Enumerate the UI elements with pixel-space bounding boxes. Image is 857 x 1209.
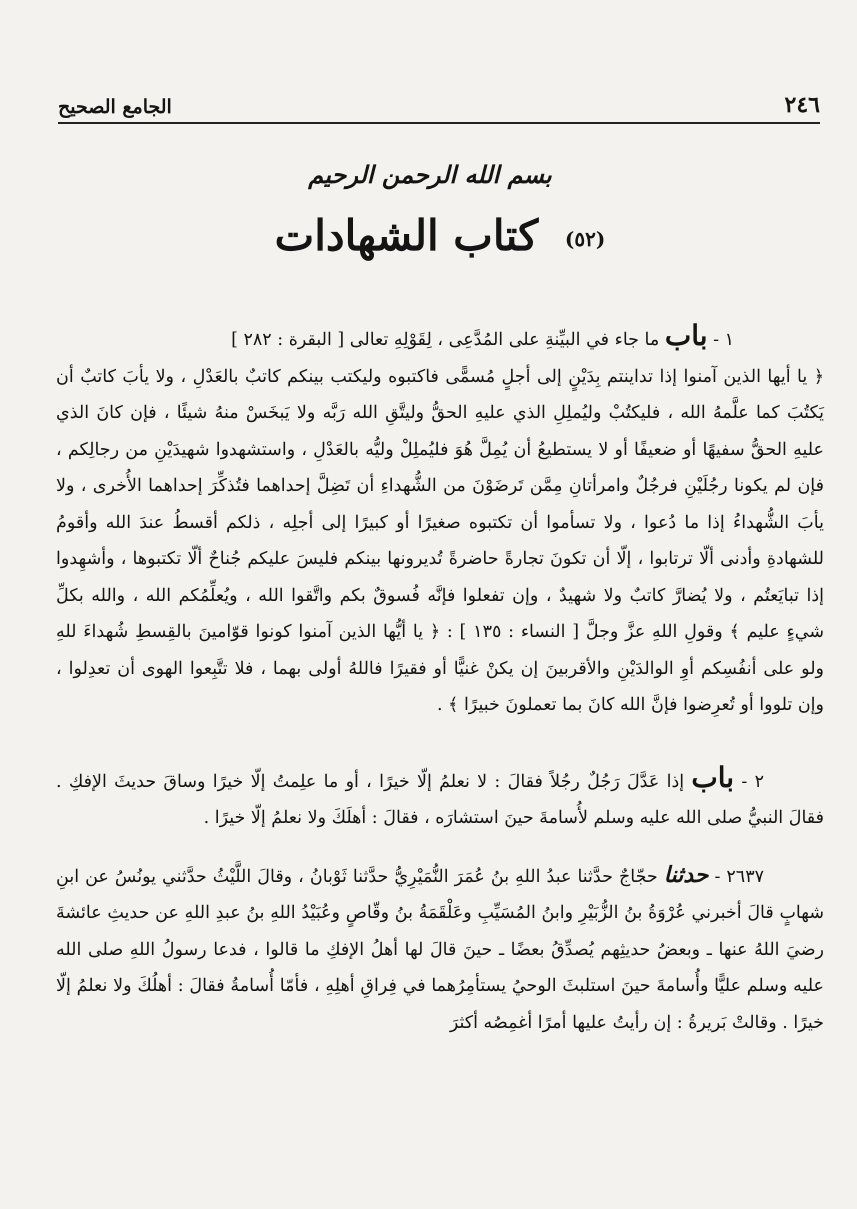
- basmala: بسم الله الرحمن الرحيم: [308, 160, 552, 189]
- section-2-bab-label: باب: [691, 760, 735, 794]
- spacer: [56, 724, 824, 760]
- section-2-number: ٢ -: [741, 771, 764, 792]
- page-header: [58, 78, 820, 124]
- running-book-title: الجامع الصحيح: [58, 96, 172, 118]
- section-2: [56, 760, 824, 837]
- section-1-bab-label: باب: [664, 319, 708, 352]
- section-1-verses: ﴿ يا أيها الذين آمنوا إذا تداينتم بِدَيْنٍ إلى أجلٍ مُسمًّى فاكتبوه وليكتب بينكم كاتبٌ بالعَدْلِ ، ولا يأبَ كاتبٌ أن يَكتُبَ كما علَّمهُ الله ، فليكتُبْ وليُملِلِ الذي عليهِ الحقُّ وليتَّقِ الله رَبَّه ولا يَبخَسْ منهُ شيئًا ، فإن كانَ الذي عليهِ الحقُّ سفيهًا أو ضعيفًا أو لا يستطيعُ أن يُمِلَّ هُوَ فليُملِلْ وليُّه بالعَدْلِ ، واستشهدوا شهيدَيْنِ من رجالِكم ، فإن لم يكونا رجُلَيْنِ فرجُلٌ وامرأتانِ مِمَّن تَرضَوْنَ من الشُّهداءِ أن تَضِلَّ إحداهما فتُذكِّرَ إحداهما الأُخرى ، ولا يأبَ الشُّهداءُ إذا ما دُعوا ، ولا تسأموا أن تكتبوه صغيرًا أو كبيرًا إلى أجلِه ، ذلكم أقسطُ عندَ الله وأقومُ للشهادةِ وأدنى ألّا ترتابوا ، إلّا أن تكونَ تجارةً حاضرةً تُديرونها بينكم فليسَ عليكم جُناحٌ ألّا تكتبوها ، وأشهِدوا إذا تبايَعتُم ، ولا يُضارَّ كاتبٌ ولا شهيدٌ ، وإن تفعلوا فإنَّه فُسوقٌ بكم واتَّقوا الله ، ويُعلِّمُكم الله ، والله بكلِّ شيءٍ عليم ﴾ وقولِ اللهِ عزَّ وجلَّ [ النساء : ١٣٥ ] : ﴿ يا أيُّها الذين آمنوا كونوا قوّامينَ بالقِسطِ شُهداءَ للهِ ولو على أنفُسِكم أوِ الوالدَيْنِ والأقربينَ إن يكنْ غنيًّا أو فقيرًا فاللهُ أولى بهما ، فلا تتَّبِعوا الهوى أن تعدِلوا ، وإن تلووا أو تُعرِضوا فإنَّ الله كانَ بما تعملونَ خبيرًا ﴾ .: [56, 366, 824, 715]
- spacer: [56, 837, 824, 857]
- chapter-number: (٥٢): [564, 227, 606, 251]
- hadith-body: حجّاجٌ حدَّثنا عبدُ اللهِ بنُ عُمَرَ النُّمَيْرِيُّ حدَّثنا ثَوْبانُ ، وقالَ اللَّيْثُ حدَّثني يونُسُ عن ابنِ شهابٍ قالَ أخبرني عُرْوَةُ بنُ الزُّبَيْرِ وابنُ المُسَيِّبِ وعَلْقَمَةُ بنُ وقّاصٍ وعُبَيْدُ اللهِ بنُ عبدِ اللهِ عن حديثِ عائشةَ رضيَ اللهُ عنها ـ وبعضُ حديثِهم يُصدِّقُ بعضًا ـ حينَ قالَ لها أهلُ الإفكِ ما قالوا ، فدعا رسولُ اللهِ صلى الله عليه وسلم عليًّا وأُسامةَ حينَ استلبثَ الوحيُ يستأمِرُهما في فِراقِ أهلِهِ ، فأمّا أُسامةُ فقالَ : أهلُكَ ولا نعلمُ إلّا خيرًا . وقالتْ بَريرةُ : إن رأيتُ عليها أمرًا أغمِصُه أكثرَ: [56, 866, 824, 1033]
- section-1-title: ما جاء في البيِّنةِ على المُدَّعِى ، لِقَوْلِهِ تعالى [ البقرة : ٢٨٢ ]: [231, 330, 660, 350]
- section-1-heading: [56, 318, 824, 359]
- section-2-body: إذا عَدَّلَ رَجُلٌ رجُلاً فقالَ : لا نعلمُ إلّا خيرًا ، أو ما علِمتُ إلّا خيرًا وساقَ حديثَ الإفكِ . فقالَ النبيُّ صلى الله عليه وسلم لأُسامةَ حينَ استشارَه ، فقالَ : أهلَكَ ولا نعلمُ إلّا خيرًا .: [56, 771, 824, 828]
- hadith-number: ٢٦٣٧ -: [714, 866, 764, 887]
- section-1-number: ١ -: [713, 330, 734, 350]
- page-number: ٢٤٦: [784, 92, 820, 118]
- chapter-title: كتاب الشهادات: [274, 211, 539, 260]
- hadith-2637: [56, 857, 824, 1042]
- page-body: [56, 318, 824, 1041]
- hadith-lead: حدثنا: [663, 861, 709, 888]
- chapter-heading: [240, 206, 640, 269]
